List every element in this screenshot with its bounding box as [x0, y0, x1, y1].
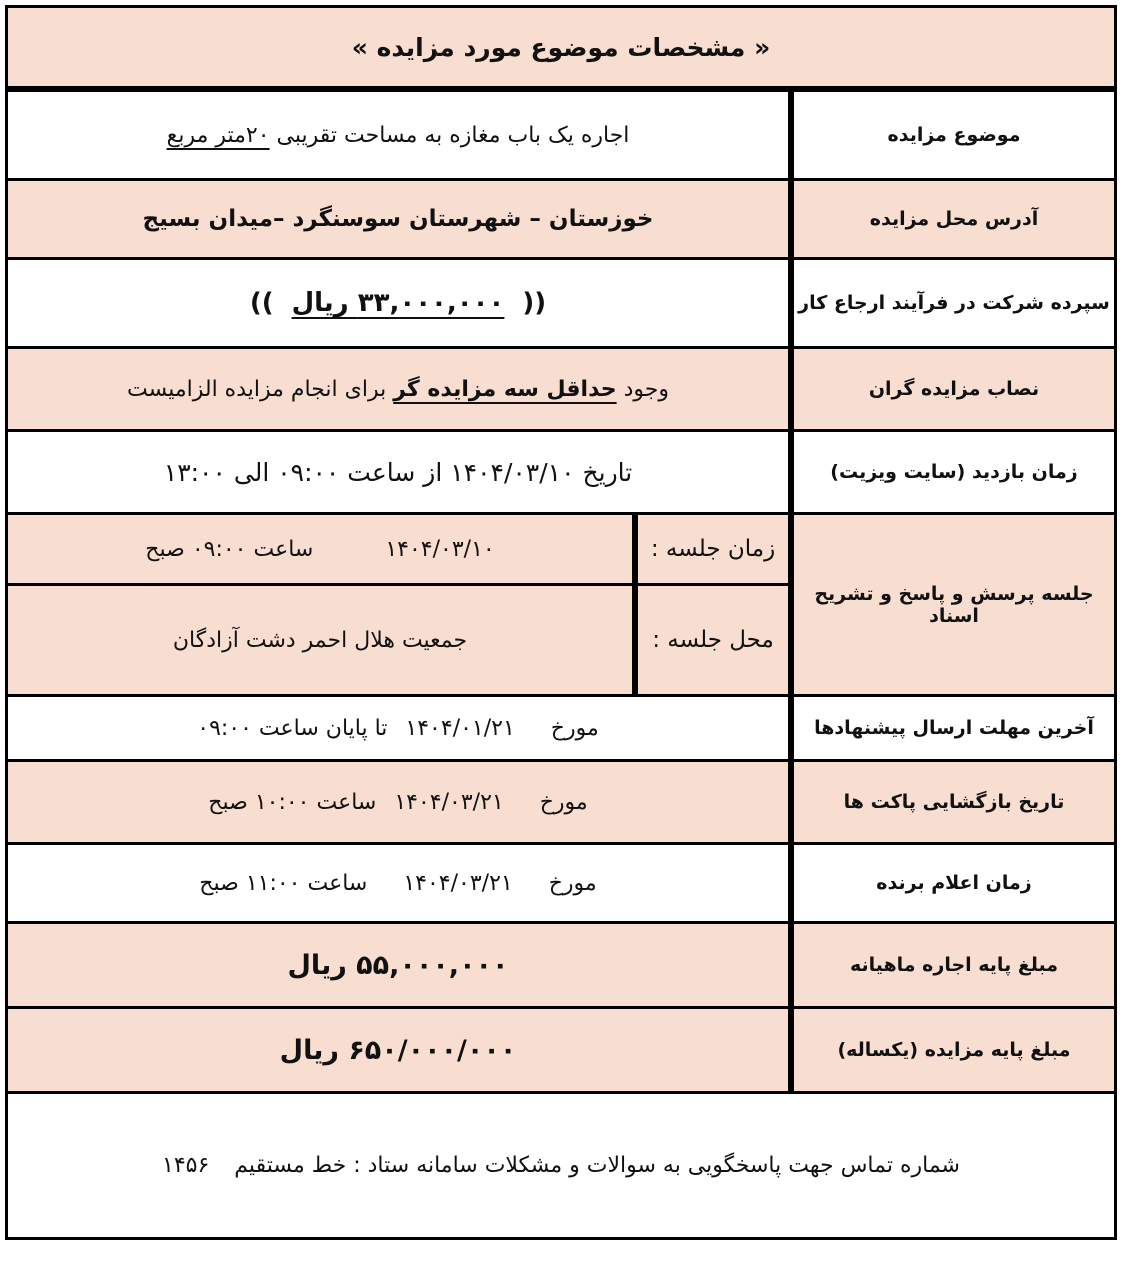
- monthly-value: [8, 924, 788, 1006]
- subject-area: ۲۰متر مربع: [166, 122, 270, 148]
- divider: [8, 1091, 1114, 1094]
- address-value-text: خوزستان – شهرستان سوسنگرد –میدان بسیج: [142, 206, 654, 232]
- subject-label: [794, 92, 1114, 178]
- session-place-label: [638, 586, 788, 694]
- footer-text: [162, 1153, 960, 1178]
- address-value: [8, 181, 788, 257]
- quorum-post: برای انجام مزایده الزامیست: [126, 376, 394, 402]
- session-place-label-text: محل جلسه :: [652, 627, 774, 653]
- deadline-value: [8, 697, 788, 759]
- divider: [8, 512, 1114, 515]
- deposit-value-text: [250, 288, 546, 318]
- quorum-label: [794, 349, 1114, 429]
- divider: [8, 921, 1114, 924]
- quorum-value-text: [127, 377, 669, 402]
- yearly-value-text: ۶۵۰/۰۰۰/۰۰۰ ریال: [279, 1034, 517, 1066]
- yearly-label: [794, 1009, 1114, 1091]
- deadline-time: تا پایان ساعت ۰۹:۰۰: [197, 715, 388, 741]
- monthly-label-text: مبلغ پایه اجاره ماهیانه: [849, 954, 1059, 976]
- winner-prefix: مورخ: [548, 870, 597, 896]
- quorum-value: [8, 349, 788, 429]
- winner-value-text: [199, 871, 596, 896]
- winner-date: ۱۴۰۴/۰۳/۲۱: [403, 870, 513, 896]
- session-date: ۱۴۰۴/۰۳/۱۰: [385, 536, 495, 562]
- session-place-text: جمعیت هلال احمر دشت آزادگان: [172, 627, 468, 653]
- visit-value-text: تاریخ ۱۴۰۴/۰۳/۱۰ از ساعت ۰۹:۰۰ الی ۱۳:۰۰: [163, 457, 633, 487]
- address-label-text: آدرس محل مزایده: [869, 208, 1039, 230]
- winner-value: [8, 845, 788, 921]
- subject-main: اجاره یک باب مغازه به مساحت تقریبی: [269, 122, 630, 148]
- monthly-label: [794, 924, 1114, 1006]
- address-label: [794, 181, 1114, 257]
- opening-label: [794, 762, 1114, 842]
- divider: [8, 257, 1114, 260]
- divider: [8, 1006, 1114, 1009]
- visit-label: [794, 432, 1114, 512]
- winner-time: ساعت ۱۱:۰۰ صبح: [199, 870, 368, 896]
- quorum-pre: وجود: [616, 376, 670, 402]
- column-divider: [632, 515, 638, 694]
- session-time-label-text: زمان جلسه :: [650, 536, 776, 562]
- divider: [8, 842, 1114, 845]
- divider: [8, 759, 1114, 762]
- footer-contact: [8, 1094, 1114, 1237]
- yearly-label-text: مبلغ پایه مزایده (یکساله): [837, 1039, 1071, 1061]
- opening-prefix: مورخ: [539, 789, 588, 815]
- divider: [8, 86, 1114, 92]
- visit-value: [8, 432, 788, 512]
- opening-value: [8, 762, 788, 842]
- yearly-value: [8, 1009, 788, 1091]
- divider: [8, 429, 1114, 432]
- divider: [8, 694, 1114, 697]
- monthly-value-text: ۵۵,۰۰۰,۰۰۰ ریال: [287, 949, 509, 981]
- session-hour: ساعت ۰۹:۰۰ صبح: [145, 536, 314, 562]
- visit-label-text: زمان بازدید (سایت ویزیت): [830, 461, 1078, 483]
- opening-date: ۱۴۰۴/۰۳/۲۱: [394, 789, 504, 815]
- session-label: [794, 515, 1114, 694]
- divider: [8, 346, 1114, 349]
- deadline-prefix: مورخ: [550, 715, 599, 741]
- deposit-amount: ۳۳,۰۰۰,۰۰۰ ریال: [291, 288, 505, 318]
- footer-sentence: شماره تماس جهت پاسخگویی به سوالات و مشکلات سامانه ستاد : خط مستقیم: [227, 1153, 960, 1178]
- deadline-label: [794, 697, 1114, 759]
- winner-label: [794, 845, 1114, 921]
- opening-time: ساعت ۱۰:۰۰ صبح: [208, 789, 377, 815]
- subject-label-text: موضوع مزایده: [887, 124, 1021, 146]
- session-time-value: [8, 515, 632, 583]
- deposit-label: [794, 260, 1114, 346]
- divider: [8, 178, 1114, 181]
- session-time-label: [638, 515, 788, 583]
- deposit-label-text: سپرده شرکت در فرآیند ارجاع کار: [798, 292, 1110, 314]
- deposit-close: )): [249, 288, 274, 318]
- subject-value-text: [167, 123, 630, 148]
- subject-value: [8, 92, 788, 178]
- winner-label-text: زمان اعلام برنده: [876, 872, 1032, 894]
- column-divider: [788, 92, 794, 1091]
- deposit-value: [8, 260, 788, 346]
- session-place-value: [8, 586, 632, 694]
- deposit-open: ((: [522, 288, 547, 318]
- deadline-value-text: [197, 716, 599, 741]
- quorum-min: حداقل سه مزایده گر: [393, 376, 617, 402]
- table-title-text: « مشخصات موضوع مورد مزایده »: [351, 32, 771, 62]
- quorum-label-text: نصاب مزایده گران: [868, 378, 1040, 400]
- deadline-date: ۱۴۰۴/۰۱/۲۱: [405, 715, 515, 741]
- session-label-text: جلسه پرسش و پاسخ و تشریح اسناد: [814, 582, 1094, 627]
- opening-value-text: [208, 790, 587, 815]
- divider: [8, 583, 788, 586]
- deadline-label-text: آخرین مهلت ارسال پیشنهادها: [814, 717, 1094, 739]
- opening-label-text: تاریخ بازگشایی پاکت ها: [843, 791, 1065, 813]
- footer-number: ۱۴۵۶: [162, 1153, 210, 1178]
- session-time-text: [145, 537, 494, 562]
- table-title: [8, 8, 1114, 86]
